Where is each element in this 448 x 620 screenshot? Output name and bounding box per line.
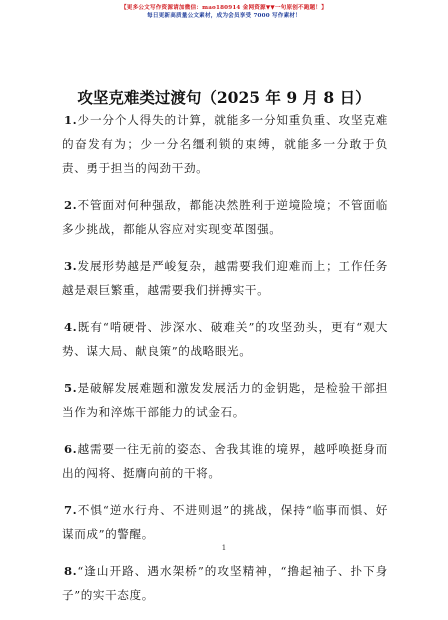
paragraph-text: 发展形势越是严峻复杂，越需要我们迎难而上；工作任务越是艰巨繁重，越需要我们拼搏实干。 — [62, 259, 388, 297]
header-banner — [0, 4, 448, 20]
page-number: 1 — [221, 544, 227, 552]
paragraph-text: 是破解发展难题和激发发展活力的金钥匙，是检验干部担当作为和淬炼干部能力的试金石。 — [62, 381, 388, 419]
paragraph-8 — [62, 559, 388, 607]
paragraph-text: 不管面对何种强敌，都能决然胜利于逆境险境；不管面临多少挑战，都能从容应对实现变革图强。 — [62, 198, 388, 236]
paragraph-6 — [62, 437, 388, 485]
paragraph-3 — [62, 254, 388, 302]
paragraph-7 — [62, 498, 388, 546]
paragraph-number: 2. — [64, 198, 78, 212]
paragraph-number: 4. — [64, 320, 78, 334]
paragraph-text: 少一分个人得失的计算，就能多一分知重负重、攻坚克难的奋发有为；少一分名缰利锁的束缚，就能多一分敢于负责、勇于担当的闯劲干劲。 — [62, 113, 388, 175]
paragraph-1 — [62, 108, 388, 180]
paragraph-2 — [62, 193, 388, 241]
document-title: 攻坚克难类过渡句（2025 年 9 月 8 日） — [77, 88, 371, 107]
paragraph-number: 1. — [64, 113, 78, 127]
paragraph-number: 6. — [64, 442, 78, 456]
paragraph-number: 8. — [64, 564, 78, 578]
paragraph-5 — [62, 376, 388, 424]
paragraph-number: 3. — [64, 259, 78, 273]
paragraph-text: 越需要一往无前的姿态、舍我其谁的境界，越呼唤挺身而出的闯将、挺膺向前的干将。 — [62, 442, 388, 480]
paragraph-text: 不惧“逆水行舟、不进则退”的挑战，保持“临事而惧、好谋而成”的警醒。 — [62, 503, 388, 541]
paragraph-number: 7. — [64, 503, 78, 517]
paragraph-text: 既有“啃硬骨、涉深水、破难关”的攻坚劲头，更有“观大势、谋大局、献良策”的战略眼光。 — [62, 320, 388, 358]
paragraph-number: 5. — [64, 381, 78, 395]
banner-line-1: 【更多公文写作资源请加微信：mao180914 金网资源▼▼一句原创不跑题！】 — [120, 5, 327, 11]
paragraph-4 — [62, 315, 388, 363]
paragraph-text: “逢山开路、遇水架桥”的攻坚精神，“撸起袖子、扑下身子”的实干态度。 — [62, 564, 388, 602]
banner-line-2: 每日更新高质量公文素材，成为会员享受 7000 写作素材！ — [147, 13, 301, 19]
